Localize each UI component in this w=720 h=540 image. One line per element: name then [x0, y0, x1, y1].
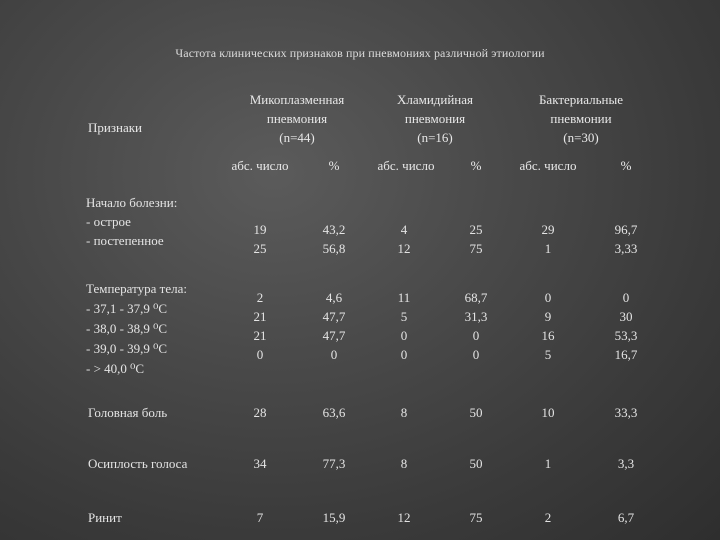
- cell-value: 31,3: [464, 309, 488, 324]
- row-label-line: Ринит: [88, 510, 122, 525]
- table-cell: 3,3: [617, 456, 635, 471]
- cell-value: 1: [544, 241, 552, 256]
- cell-value: 2: [256, 290, 264, 305]
- cell-value: 47,7: [322, 309, 346, 324]
- cell-value: 0: [622, 290, 630, 305]
- table-cell: [374, 288, 434, 364]
- subheader-abs: абс. число: [231, 158, 289, 173]
- table-cell: 28: [253, 405, 267, 420]
- row-label-line: - > 40,0 ⁰C: [86, 361, 145, 376]
- cell-value: 0: [472, 328, 480, 343]
- cell-value: 4,6: [325, 290, 343, 305]
- slide-title: Частота клинических признаков при пневмониях различной этиологии: [175, 46, 545, 60]
- group-header-bacterial: [506, 90, 656, 147]
- row-header: Признаки: [88, 120, 142, 135]
- table-cell: 77,3: [322, 456, 346, 471]
- row-label-line: Начало болезни:: [86, 195, 178, 210]
- cell-value: 16,7: [614, 347, 638, 362]
- cell-value: 11: [397, 290, 411, 305]
- cell-value: 4: [400, 222, 408, 237]
- subheader-percent: %: [620, 158, 632, 173]
- row-label-temperature: [86, 279, 187, 379]
- group-header-line: пневмонии: [550, 111, 612, 126]
- table-cell: [230, 220, 290, 258]
- group-header-line: Микоплазменная: [249, 92, 345, 107]
- row-label-headache: [88, 403, 167, 422]
- table-cell: [304, 220, 364, 258]
- row-label-line: - постепенное: [86, 233, 164, 248]
- row-label-onset: [86, 193, 177, 250]
- table-cell: 7: [256, 510, 264, 525]
- cell-value: 25: [253, 241, 267, 256]
- group-header-line: Бактериальные: [538, 92, 624, 107]
- cell-value: 56,8: [322, 241, 346, 256]
- group-header-line: пневмония: [266, 111, 328, 126]
- row-label-line: Головная боль: [88, 405, 168, 420]
- group-header-mycoplasma: [222, 90, 372, 147]
- cell-value: 96,7: [614, 222, 638, 237]
- cell-value: 5: [400, 309, 408, 324]
- row-label-line: - 38,0 - 38,9 ⁰C: [86, 321, 168, 336]
- table-cell: 50: [469, 456, 483, 471]
- cell-value: 0: [544, 290, 552, 305]
- cell-value: 9: [544, 309, 552, 324]
- table-cell: 2: [544, 510, 552, 525]
- cell-value: 21: [253, 328, 267, 343]
- table-cell: 12: [397, 510, 411, 525]
- cell-value: 29: [541, 222, 555, 237]
- table-cell: 1: [544, 456, 552, 471]
- subheader-percent: %: [470, 158, 482, 173]
- cell-value: 3,33: [614, 241, 638, 256]
- table-cell: [446, 288, 506, 364]
- group-header-line: Хламидийная: [396, 92, 474, 107]
- row-label-line: Осиплость голоса: [88, 456, 188, 471]
- table-cell: 6,7: [617, 510, 635, 525]
- cell-value: 0: [400, 328, 408, 343]
- table-cell: [596, 288, 656, 364]
- table-cell: 15,9: [322, 510, 346, 525]
- group-header-line: пневмония: [404, 111, 466, 126]
- cell-value: 43,2: [322, 222, 346, 237]
- table-cell: [446, 220, 506, 258]
- cell-value: 19: [253, 222, 267, 237]
- cell-value: 47,7: [322, 328, 346, 343]
- table-cell: [518, 220, 578, 258]
- table-cell: 8: [400, 456, 408, 471]
- table-cell: 10: [541, 405, 555, 420]
- cell-value: 0: [400, 347, 408, 362]
- cell-value: 75: [469, 241, 483, 256]
- table-cell: 8: [400, 405, 408, 420]
- table-cell: 33,3: [614, 405, 638, 420]
- group-header-line: (n=30): [563, 130, 599, 145]
- cell-value: 12: [397, 241, 411, 256]
- table-cell: [304, 288, 364, 364]
- group-header-chlamydia: [360, 90, 510, 147]
- table-cell: 63,6: [322, 405, 346, 420]
- cell-value: 53,3: [614, 328, 638, 343]
- cell-value: 30: [619, 309, 633, 324]
- table-cell: 75: [469, 510, 483, 525]
- row-label-line: Температура тела:: [86, 281, 187, 296]
- cell-value: 16: [541, 328, 555, 343]
- cell-value: 25: [469, 222, 483, 237]
- row-label-line: - острое: [86, 214, 131, 229]
- row-label-line: - 37,1 - 37,9 ⁰C: [86, 301, 168, 316]
- table-cell: 50: [469, 405, 483, 420]
- subheader-percent: %: [328, 158, 340, 173]
- table-cell: [374, 220, 434, 258]
- table-cell: [518, 288, 578, 364]
- cell-value: 5: [544, 347, 552, 362]
- row-label-rhinitis: [88, 508, 122, 527]
- table-cell: 34: [253, 456, 267, 471]
- subheader-abs: абс. число: [519, 158, 577, 173]
- table-cell: [596, 220, 656, 258]
- group-header-line: (n=44): [279, 130, 315, 145]
- cell-value: 21: [253, 309, 267, 324]
- group-header-line: (n=16): [417, 130, 453, 145]
- table-cell: [230, 288, 290, 364]
- cell-value: 0: [256, 347, 264, 362]
- row-label-hoarseness: [88, 454, 187, 473]
- subheader-abs: абс. число: [377, 158, 435, 173]
- cell-value: 68,7: [464, 290, 488, 305]
- cell-value: 0: [330, 347, 338, 362]
- row-label-line: - 39,0 - 39,9 ⁰C: [86, 341, 168, 356]
- cell-value: 0: [472, 347, 480, 362]
